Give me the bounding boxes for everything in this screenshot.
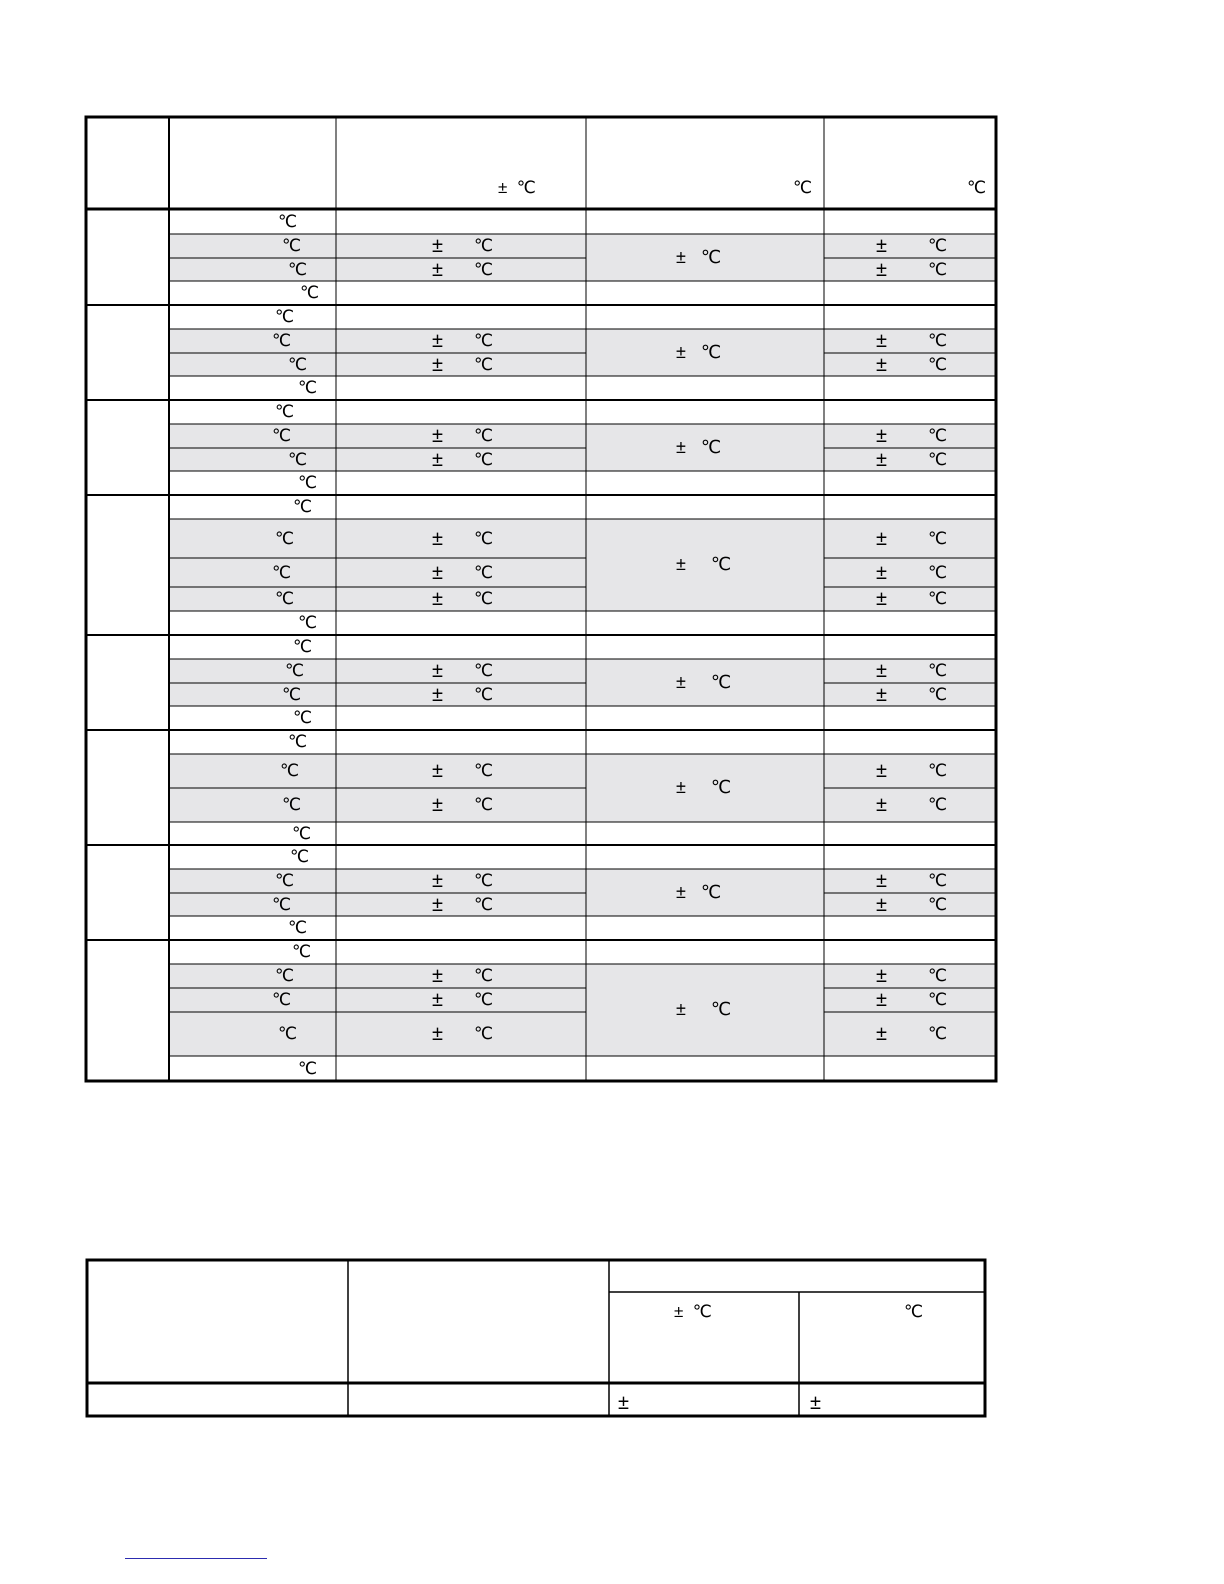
col5-pm: ± [876,353,887,376]
col3-pm: ± [432,235,443,257]
col3-pm: ± [432,965,443,987]
col5-deg: ℃ [928,589,948,608]
col5-pm: ± [876,235,887,257]
col3-pm: ± [432,527,443,550]
col5-deg: ℃ [928,966,948,985]
row-temp-label: ℃ [300,283,320,302]
col5-pm: ± [876,1023,887,1045]
col5-pm: ± [876,989,887,1011]
row-temp-label: ℃ [288,449,308,469]
col4-merged-range: ± ℃ [676,881,722,902]
col5-deg: ℃ [928,562,948,582]
col3-pm: ± [432,660,443,682]
col3-deg: ℃ [474,331,494,350]
col3-pm: ± [432,989,443,1011]
col5-deg: ℃ [928,871,948,890]
col3-deg: ℃ [474,684,494,704]
col5-deg: ℃ [928,449,948,469]
col3-deg: ℃ [474,1024,494,1043]
row-temp-label: ℃ [272,562,292,582]
col3-pm: ± [432,794,443,816]
row-temp-label: ℃ [280,761,300,780]
col5-deg: ℃ [928,331,948,350]
col3-pm: ± [432,330,443,352]
col3-pm: ± [432,258,443,281]
col5-pm: ± [876,448,887,471]
col5-deg: ℃ [928,354,948,374]
col5-deg: ℃ [928,684,948,704]
col3-deg: ℃ [474,761,494,780]
row-temp-label: ℃ [293,708,313,727]
table2-border [87,1260,985,1416]
col5-deg: ℃ [928,1024,948,1043]
table1-group-rules [86,305,996,940]
footer-link-underline[interactable] [125,1558,267,1559]
col4-merged-range: ± ℃ [676,246,722,267]
col3-deg: ℃ [474,426,494,445]
col5-deg: ℃ [928,661,948,680]
col3-pm: ± [432,425,443,447]
row-temp-label: ℃ [288,732,308,751]
col3-deg: ℃ [474,528,494,548]
col3-deg: ℃ [474,795,494,814]
col5-pm: ± [876,760,887,782]
col4-merged-range: ± ℃ [676,554,732,574]
col4-merged-range: ± ℃ [676,436,722,457]
col4-merged-range: ± ℃ [676,341,722,362]
col3-pm: ± [432,870,443,892]
table2-header-sub1: ± ℃ [674,1302,712,1321]
row-temp-label: ℃ [275,528,295,548]
row-temp-label: ℃ [275,402,295,421]
col4-merged-range: ± ℃ [676,999,732,1019]
row-temp-label: ℃ [293,637,313,656]
col5-deg: ℃ [928,528,948,548]
col3-deg: ℃ [474,871,494,890]
col3-deg: ℃ [474,589,494,608]
col3-deg: ℃ [474,259,494,279]
row-temp-label: ℃ [285,661,305,680]
col3-pm: ± [432,760,443,782]
col3-deg: ℃ [474,990,494,1009]
row-temp-label: ℃ [282,236,302,255]
col5-pm: ± [876,561,887,584]
col3-deg: ℃ [474,236,494,255]
row-temp-label: ℃ [290,847,310,866]
col3-pm: ± [432,1023,443,1045]
row-temp-label: ℃ [288,354,308,374]
col5-deg: ℃ [928,236,948,255]
row-temp-label: ℃ [272,990,292,1009]
col5-pm: ± [876,794,887,816]
col5-deg: ℃ [928,426,948,445]
table1-header-col5: ℃ [967,178,987,197]
col3-deg: ℃ [474,354,494,374]
col5-pm: ± [876,425,887,447]
col4-merged-range: ± ℃ [676,671,732,692]
col5-pm: ± [876,258,887,281]
col5-pm: ± [876,965,887,987]
row-temp-label: ℃ [275,966,295,985]
col3-pm: ± [432,561,443,584]
table1-header-col4: ℃ [793,178,813,197]
col5-pm: ± [876,527,887,550]
row-temp-label: ℃ [282,795,302,814]
col3-deg: ℃ [474,449,494,469]
col5-pm: ± [876,588,887,610]
row-temp-label: ℃ [278,211,298,231]
col5-pm: ± [876,893,887,916]
table1-border [86,117,996,1081]
table2-header-sub2: ℃ [904,1302,924,1321]
col3-pm: ± [432,588,443,610]
row-temp-label: ℃ [288,259,308,279]
col5-pm: ± [876,660,887,682]
row-temp-label: ℃ [272,426,292,445]
col5-deg: ℃ [928,761,948,780]
row-temp-label: ℃ [288,918,308,937]
table2-row-c3: ± [618,1392,629,1414]
col3-deg: ℃ [474,661,494,680]
row-temp-label: ℃ [293,497,313,516]
col3-deg: ℃ [474,894,494,914]
row-temp-label: ℃ [298,613,318,632]
table2-row-c4: ± [810,1392,821,1414]
col5-deg: ℃ [928,259,948,279]
row-temp-label: ℃ [272,331,292,350]
row-temp-label: ℃ [275,871,295,890]
col3-pm: ± [432,448,443,471]
col5-deg: ℃ [928,894,948,914]
row-temp-label: ℃ [292,942,312,961]
row-temp-label: ℃ [282,684,302,704]
col5-pm: ± [876,870,887,892]
col3-deg: ℃ [474,562,494,582]
table1-header-col3: ± ℃ [498,178,536,197]
row-temp-label: ℃ [275,589,295,608]
col3-deg: ℃ [474,966,494,985]
row-temp-label: ℃ [272,894,292,914]
col3-pm: ± [432,353,443,376]
col5-pm: ± [876,330,887,352]
col5-deg: ℃ [928,795,948,814]
col4-merged-range: ± ℃ [676,777,732,797]
row-temp-label: ℃ [298,378,318,397]
row-temp-label: ℃ [275,307,295,326]
col3-pm: ± [432,683,443,706]
row-temp-label: ℃ [298,1058,318,1078]
col5-deg: ℃ [928,990,948,1009]
row-temp-label: ℃ [278,1024,298,1043]
row-temp-label: ℃ [298,473,318,492]
row-temp-label: ℃ [292,823,312,843]
col3-pm: ± [432,893,443,916]
col5-pm: ± [876,683,887,706]
